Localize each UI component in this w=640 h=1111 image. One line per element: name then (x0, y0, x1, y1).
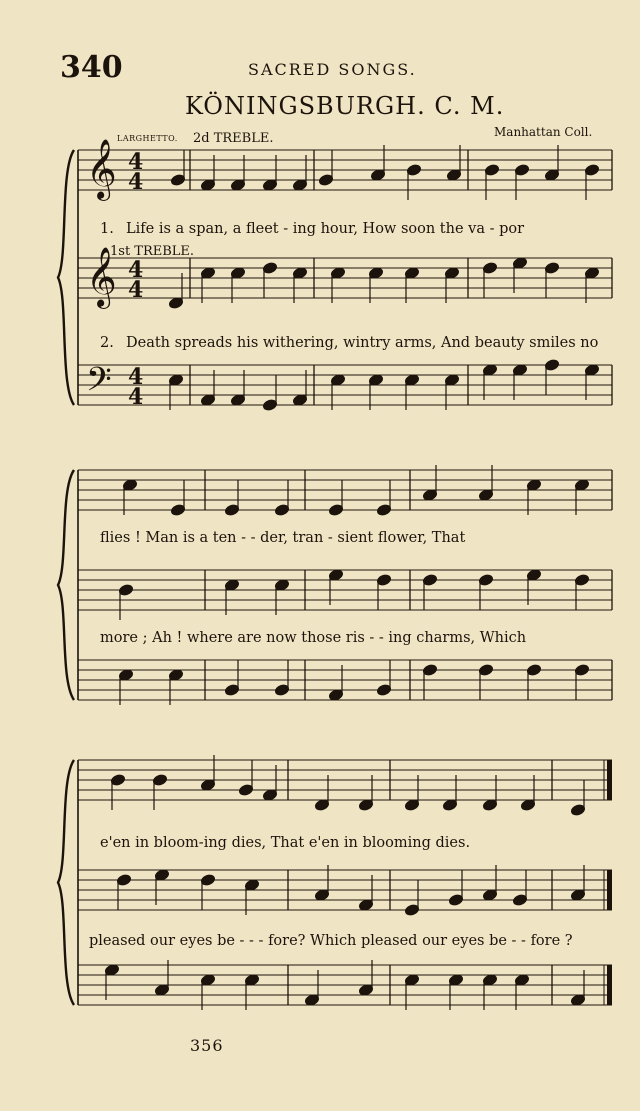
time-signature: 4 (128, 149, 144, 175)
page-number: 340 (60, 50, 123, 85)
note-head (230, 179, 245, 192)
note-head (526, 569, 541, 582)
note-head (314, 799, 329, 812)
note-head (244, 879, 259, 892)
note-head (170, 174, 185, 187)
signature-number: 356 (190, 1036, 224, 1055)
note-head (584, 164, 599, 177)
note-head (200, 394, 215, 407)
hymn-title: KÖNINGSBURGH. C. M. (185, 92, 505, 120)
note-head (512, 364, 527, 377)
note-head (368, 267, 383, 280)
note-head (314, 889, 329, 902)
composer-attribution: Manhattan Coll. (494, 125, 593, 139)
time-signature: 4 (128, 364, 144, 390)
note-head (584, 364, 599, 377)
note-head (292, 179, 307, 192)
note-head (482, 799, 497, 812)
note-head (584, 267, 599, 280)
note-head (244, 974, 259, 987)
note-head (328, 504, 343, 517)
note-head (376, 684, 391, 697)
note-head (224, 504, 239, 517)
lyric-line-system2-lower: more ; Ah ! where are now those ris - - ing charms, Which (100, 630, 527, 646)
note-head (478, 574, 493, 587)
note-head (118, 584, 133, 597)
treble-clef-icon: 𝄞 (86, 139, 117, 199)
note-head (484, 164, 499, 177)
final-barline-thick (607, 965, 612, 1005)
bass-clef-icon: 𝄢 (86, 361, 112, 407)
note-head (200, 267, 215, 280)
note-head (422, 664, 437, 677)
note-head (448, 894, 463, 907)
note-head (478, 664, 493, 677)
note-head (152, 774, 167, 787)
note-head (170, 504, 185, 517)
final-barline-thick (607, 870, 612, 910)
note-head (304, 994, 319, 1007)
verse-number-2: 2. (100, 335, 114, 351)
note-head (482, 262, 497, 275)
note-head (570, 994, 585, 1007)
note-head (292, 394, 307, 407)
note-head (274, 684, 289, 697)
note-head (168, 669, 183, 682)
time-signature: 4 (128, 169, 144, 195)
note-head (200, 974, 215, 987)
note-head (404, 904, 419, 917)
time-signature: 4 (128, 384, 144, 410)
note-head (514, 974, 529, 987)
note-head (526, 664, 541, 677)
note-head (544, 359, 559, 372)
note-head (404, 799, 419, 812)
note-head (154, 869, 169, 882)
note-head (200, 874, 215, 887)
note-head (444, 267, 459, 280)
note-head (512, 894, 527, 907)
note-head (292, 267, 307, 280)
note-head (482, 889, 497, 902)
note-head (230, 394, 245, 407)
note-head (104, 964, 119, 977)
note-head (544, 169, 559, 182)
time-signature: 4 (128, 277, 144, 303)
note-head (404, 267, 419, 280)
note-head (570, 889, 585, 902)
part-label-first-treble: 1st TREBLE. (110, 244, 195, 259)
note-head (574, 479, 589, 492)
note-head (358, 984, 373, 997)
note-head (274, 579, 289, 592)
note-head (404, 374, 419, 387)
note-head (168, 374, 183, 387)
note-head (574, 574, 589, 587)
note-head (520, 799, 535, 812)
note-head (444, 374, 459, 387)
tempo-marking: LARGHETTO. (117, 134, 178, 143)
note-head (512, 257, 527, 270)
lyric-line-system3-upper: e'en in bloom-ing dies, That e'en in blooming dies. (100, 835, 471, 851)
note-head (422, 489, 437, 502)
note-head (230, 267, 245, 280)
note-head (478, 489, 493, 502)
note-head (154, 984, 169, 997)
note-head (168, 297, 183, 310)
note-head (570, 804, 585, 817)
system-brace (58, 760, 74, 1005)
part-label-second-treble: 2d TREBLE. (193, 131, 274, 146)
note-head (358, 899, 373, 912)
note-head (574, 664, 589, 677)
note-head (262, 399, 277, 412)
note-head (442, 799, 457, 812)
note-head (446, 169, 461, 182)
note-head (262, 262, 277, 275)
note-head (200, 779, 215, 792)
note-head (482, 974, 497, 987)
note-head (224, 579, 239, 592)
lyric-line-verse-2: Death spreads his withering, wintry arms, And beauty smiles no (126, 335, 599, 351)
system-brace (58, 470, 74, 700)
note-head (224, 684, 239, 697)
note-head (110, 774, 125, 787)
verse-number-1: 1. (100, 221, 114, 237)
note-head (328, 569, 343, 582)
note-head (122, 479, 137, 492)
note-head (482, 364, 497, 377)
note-head (514, 164, 529, 177)
system-brace (58, 150, 74, 405)
note-head (544, 262, 559, 275)
note-head (526, 479, 541, 492)
note-head (376, 504, 391, 517)
note-head (376, 574, 391, 587)
lyric-line-system2-upper: flies ! Man is a ten - - der, tran - sient flower, That (100, 530, 466, 546)
lyric-line-system3-lower: pleased our eyes be - - - fore? Which pleased our eyes be - - fore ? (89, 933, 573, 949)
note-head (262, 179, 277, 192)
note-head (370, 169, 385, 182)
note-head (118, 669, 133, 682)
note-head (262, 789, 277, 802)
note-head (330, 374, 345, 387)
treble-clef-icon: 𝄞 (86, 247, 117, 307)
note-head (358, 799, 373, 812)
note-head (238, 784, 253, 797)
time-signature: 4 (128, 257, 144, 283)
note-head (404, 974, 419, 987)
note-head (328, 689, 343, 702)
note-head (448, 974, 463, 987)
note-head (330, 267, 345, 280)
final-barline-thick (607, 760, 612, 800)
note-head (368, 374, 383, 387)
note-head (422, 574, 437, 587)
note-head (200, 179, 215, 192)
note-head (274, 504, 289, 517)
note-head (318, 174, 333, 187)
note-head (406, 164, 421, 177)
note-head (116, 874, 131, 887)
lyric-line-verse-1: Life is a span, a fleet - ing hour, How soon the va - por (126, 221, 525, 237)
running-title: SACRED SONGS. (248, 60, 417, 79)
